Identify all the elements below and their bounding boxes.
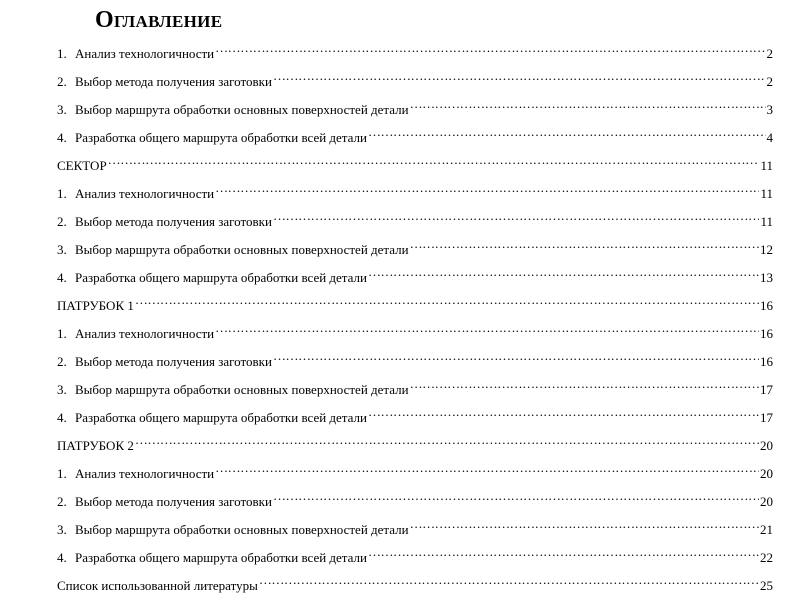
- toc-page-number: 17: [760, 382, 773, 397]
- toc-entry-label: Анализ технологичности: [75, 46, 215, 61]
- toc-page-number: 20: [760, 438, 773, 453]
- toc-subsection-entry[interactable]: [57, 122, 773, 145]
- toc-entry-label: Выбор маршрута обработки основных поверхностей детали: [75, 242, 409, 257]
- toc-subsection-entry[interactable]: [57, 458, 773, 481]
- toc-section-entry[interactable]: [57, 290, 773, 313]
- toc-subsection-entry[interactable]: [57, 234, 773, 257]
- toc-entry-label: Разработка общего маршрута обработки всей детали: [75, 410, 367, 425]
- toc-entry-number: 1.: [57, 466, 67, 481]
- toc-page-number: 13: [760, 270, 773, 285]
- toc-entry-number: 1.: [57, 326, 67, 341]
- toc-dot-leader: [409, 234, 759, 254]
- toc-entry-number: 3.: [57, 242, 67, 257]
- toc-entry-number: 2.: [57, 494, 67, 509]
- toc-section-entry[interactable]: [57, 430, 773, 453]
- toc-page-number: 12: [760, 242, 773, 257]
- toc-subsection-entry[interactable]: [57, 346, 773, 369]
- toc-entry-label: Выбор метода получения заготовки: [75, 494, 272, 509]
- toc-title: Оглавление: [95, 7, 223, 33]
- toc-entry-label: СЕКТОР: [57, 158, 107, 173]
- toc-subsection-entry[interactable]: [57, 402, 773, 425]
- toc-subsection-entry[interactable]: [57, 374, 773, 397]
- toc-entry-label: Выбор метода получения заготовки: [75, 354, 272, 369]
- toc-dot-leader: [214, 458, 759, 478]
- toc-page-number: 11: [760, 214, 773, 229]
- toc-entry-label: Выбор маршрута обработки основных поверхностей детали: [75, 382, 409, 397]
- toc-subsection-entry[interactable]: [57, 318, 773, 341]
- toc-page-number: 2: [766, 74, 773, 89]
- toc-page-number: 11: [760, 158, 773, 173]
- toc-subsection-entry[interactable]: [57, 514, 773, 537]
- toc-dot-leader: [367, 122, 766, 142]
- toc-subsection-entry[interactable]: [57, 94, 773, 117]
- toc-section-entry[interactable]: [57, 570, 773, 593]
- toc-entry-label: Выбор метода получения заготовки: [75, 74, 272, 89]
- toc-section-entry[interactable]: [57, 150, 773, 173]
- toc-dot-leader: [367, 262, 759, 282]
- toc-entry-label: Разработка общего маршрута обработки всей детали: [75, 130, 367, 145]
- toc-page-number: 16: [760, 298, 773, 313]
- toc-page-number: 4: [766, 130, 773, 145]
- toc-entry-number: 3.: [57, 382, 67, 397]
- toc-page-number: 2: [766, 46, 773, 61]
- toc-entry-number: 1.: [57, 186, 67, 201]
- toc-dot-leader: [134, 430, 759, 450]
- toc-subsection-entry[interactable]: [57, 38, 773, 61]
- toc-dot-leader: [134, 290, 759, 310]
- toc-entry-label: Разработка общего маршрута обработки всей детали: [75, 550, 367, 565]
- toc-entry-number: 4.: [57, 130, 67, 145]
- toc-dot-leader: [409, 374, 759, 394]
- toc-subsection-entry[interactable]: [57, 66, 773, 89]
- toc-dot-leader: [214, 318, 759, 338]
- toc-page-number: 22: [760, 550, 773, 565]
- toc-entry-label: ПАТРУБОК 1: [57, 298, 134, 313]
- toc-entry-number: 3.: [57, 102, 67, 117]
- toc-page-number: 21: [760, 522, 773, 537]
- toc-dot-leader: [214, 178, 759, 198]
- toc-entry-label: Выбор метода получения заготовки: [75, 214, 272, 229]
- toc-page-number: 20: [760, 494, 773, 509]
- toc-entry-number: 2.: [57, 354, 67, 369]
- toc-entry-number: 2.: [57, 214, 67, 229]
- toc-page-number: 16: [760, 354, 773, 369]
- toc-page-number: 20: [760, 466, 773, 481]
- toc-dot-leader: [367, 542, 759, 562]
- toc-entry-number: 1.: [57, 46, 67, 61]
- toc-entry-number: 3.: [57, 522, 67, 537]
- toc-entry-label: Список использованной литературы: [57, 578, 258, 593]
- toc-entry-number: 4.: [57, 410, 67, 425]
- toc-page-number: 3: [766, 102, 773, 117]
- toc-entry-number: 2.: [57, 74, 67, 89]
- toc-dot-leader: [258, 570, 759, 590]
- toc-entry-label: Анализ технологичности: [75, 186, 215, 201]
- toc-entry-number: 4.: [57, 270, 67, 285]
- toc-subsection-entry[interactable]: [57, 262, 773, 285]
- toc-dot-leader: [272, 486, 759, 506]
- toc-dot-leader: [272, 206, 760, 226]
- toc-dot-leader: [107, 150, 760, 170]
- toc-dot-leader: [409, 94, 766, 114]
- toc-dot-leader: [367, 402, 759, 422]
- toc-page-number: 17: [760, 410, 773, 425]
- toc-entry-label: Анализ технологичности: [75, 326, 215, 341]
- toc-subsection-entry[interactable]: [57, 542, 773, 565]
- toc-page-number: 16: [760, 326, 773, 341]
- toc-entry-label: Выбор маршрута обработки основных поверхностей детали: [75, 522, 409, 537]
- toc-dot-leader: [272, 346, 759, 366]
- toc-entry-label: ПАТРУБОК 2: [57, 438, 134, 453]
- toc-subsection-entry[interactable]: [57, 486, 773, 509]
- toc-subsection-entry[interactable]: [57, 178, 773, 201]
- toc-entry-number: 4.: [57, 550, 67, 565]
- toc-entry-label: Разработка общего маршрута обработки всей детали: [75, 270, 367, 285]
- toc-subsection-entry[interactable]: [57, 206, 773, 229]
- toc-page-number: 11: [760, 186, 773, 201]
- toc-entry-label: Выбор маршрута обработки основных поверхностей детали: [75, 102, 409, 117]
- toc-dot-leader: [409, 514, 759, 534]
- toc-entry-label: Анализ технологичности: [75, 466, 215, 481]
- toc-dot-leader: [272, 66, 766, 86]
- toc-dot-leader: [214, 38, 765, 58]
- toc-page-number: 25: [760, 578, 773, 593]
